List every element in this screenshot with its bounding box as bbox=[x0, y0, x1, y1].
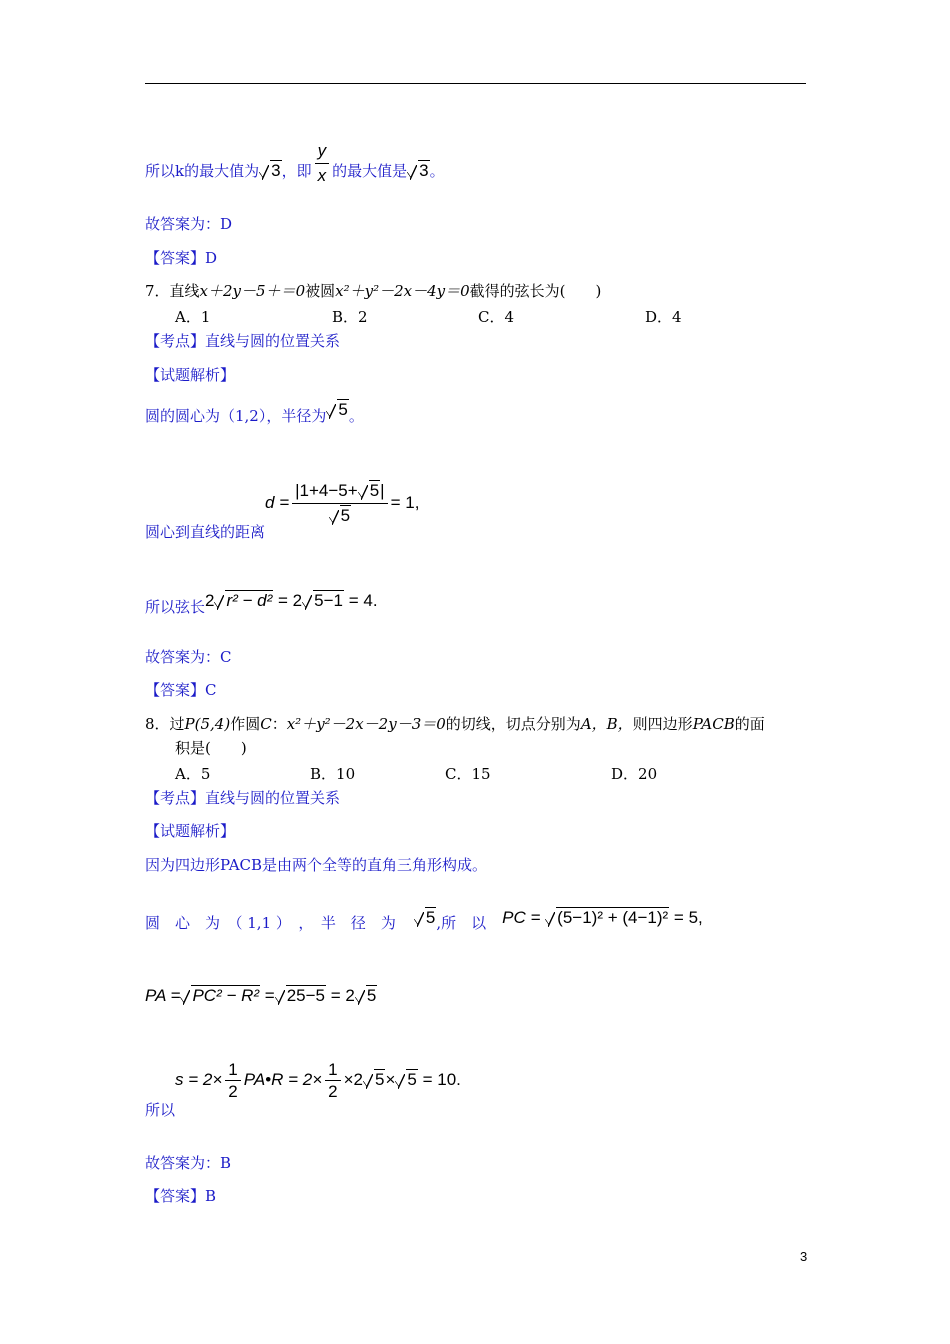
header-rule bbox=[145, 83, 806, 84]
q7-prefix: 7．直线 bbox=[145, 282, 200, 300]
q6-text-a: 所以k的最大值为 bbox=[145, 161, 260, 180]
q7-suffix: 截得的弦长为( ) bbox=[469, 282, 602, 300]
q8-analysis-heading: 【试题解析】 bbox=[145, 822, 236, 840]
q8-circle-c: C bbox=[260, 715, 272, 733]
q8-area-label: 所以 bbox=[145, 1100, 176, 1119]
sqrt-3-b: 3 bbox=[407, 161, 429, 180]
q7-options bbox=[145, 307, 745, 327]
q7-topic: 【考点】直线与圆的位置关系 bbox=[145, 332, 341, 350]
q6-answer-line: 故答案为：D bbox=[145, 215, 233, 233]
q7-circle-equation: x²＋y²－2x－4y＝0 bbox=[335, 282, 470, 300]
sqrt-5: 5 bbox=[326, 400, 348, 419]
sqrt-3-a: 3 bbox=[259, 161, 281, 180]
q8-suo-yi: ,所 以 bbox=[436, 914, 487, 932]
q7-chord-label: 所以弦长 bbox=[145, 598, 206, 616]
q7-distance bbox=[145, 481, 420, 541]
q8-option-c: C．15 bbox=[445, 765, 491, 783]
q7-center-radius bbox=[145, 400, 364, 426]
q8-colon: ： bbox=[271, 715, 287, 733]
q7-option-b: B．2 bbox=[332, 308, 368, 326]
q8-pa-equation: PA = PC² − R² = 25−5 = 2 5 bbox=[145, 986, 377, 1005]
q6-text-b: ，即 bbox=[281, 161, 312, 180]
q8-spaced-label: 圆 心 为 （ 1,1 ） ， 半 径 为 bbox=[145, 914, 396, 932]
page-number: 3 bbox=[800, 1249, 808, 1264]
q8-points-ab: A，B， bbox=[580, 715, 633, 733]
q8-point-p: P(5,4) bbox=[184, 715, 231, 733]
q7-mid: 被圆 bbox=[305, 282, 336, 300]
q8-stem-line1 bbox=[145, 714, 765, 734]
q7-analysis-heading: 【试题解析】 bbox=[145, 366, 236, 384]
q8-area bbox=[145, 1056, 461, 1119]
q7-option-c: C．4 bbox=[478, 308, 515, 326]
q8-answer-tag: 【答案】B bbox=[145, 1187, 217, 1205]
q8-text-a: 8．过 bbox=[145, 715, 185, 733]
q8-radius-pc bbox=[145, 908, 703, 933]
q7-distance-label: 圆心到直线的距离 bbox=[145, 522, 266, 541]
q7-option-a: A．1 bbox=[175, 308, 211, 326]
q8-pc-formula: PC = (5−1)² + (4−1)² = 5, bbox=[502, 908, 703, 927]
y-over-x: $\frac{y}{x}$ bbox=[312, 161, 333, 180]
q8-topic: 【考点】直线与圆的位置关系 bbox=[145, 789, 341, 807]
q6-text-c: 的最大值是 bbox=[332, 161, 408, 180]
q7-stem bbox=[145, 281, 601, 301]
d-equals: d = bbox=[265, 492, 290, 512]
q6-answer-tag: 【答案】D bbox=[145, 249, 218, 267]
q7-chord-formula: 2 r² − d² = 2 5−1 = 4. bbox=[205, 591, 378, 610]
q8-answer-line: 故答案为：B bbox=[145, 1154, 232, 1172]
q6-conclusion bbox=[145, 141, 445, 195]
q8-quad-name: PACB bbox=[692, 715, 735, 733]
q7-answer-line: 故答案为：C bbox=[145, 648, 232, 666]
q8-option-b: B．10 bbox=[310, 765, 356, 783]
q7-chord bbox=[145, 590, 378, 616]
q8-sqrt5: 5 bbox=[414, 908, 436, 927]
q8-text-i: 的面 bbox=[734, 715, 765, 733]
q7-answer-tag: 【答案】C bbox=[145, 681, 217, 699]
q7-option-d: D．4 bbox=[645, 308, 682, 326]
q7-distance-formula: d = $\frac{|1+4-5+ 5|}{5}$ = 1, bbox=[265, 481, 420, 525]
q8-reason: 因为四边形PACB是由两个全等的直角三角形构成。 bbox=[145, 856, 488, 874]
q7-distance-result: = 1, bbox=[390, 492, 420, 512]
q8-circle-equation: x²＋y²－2x－2y－3＝0 bbox=[286, 715, 446, 733]
q8-text-b: 作圆 bbox=[230, 715, 261, 733]
q8-stem-line2: 积是( ) bbox=[175, 739, 247, 757]
q8-option-d: D．20 bbox=[611, 765, 658, 783]
q7-center-text: 圆的圆心为（1,2），半径为 bbox=[145, 407, 327, 425]
q7-line-equation: x＋2y－5＋＝0 bbox=[199, 282, 306, 300]
q8-options bbox=[145, 764, 745, 784]
q8-pa-formula bbox=[145, 985, 377, 1006]
q7-center-end: 。 bbox=[348, 407, 364, 425]
q6-period: 。 bbox=[429, 161, 445, 180]
q8-text-e: 的切线，切点分别为 bbox=[445, 715, 581, 733]
q8-area-formula: s = 2× $\frac{1}{2}$ PA•R = 2× $\frac{1}{2}$ ×2 5× 5 = 10. bbox=[175, 1060, 461, 1101]
q8-text-g: 则四边形 bbox=[632, 715, 693, 733]
q8-option-a: A．5 bbox=[175, 765, 211, 783]
